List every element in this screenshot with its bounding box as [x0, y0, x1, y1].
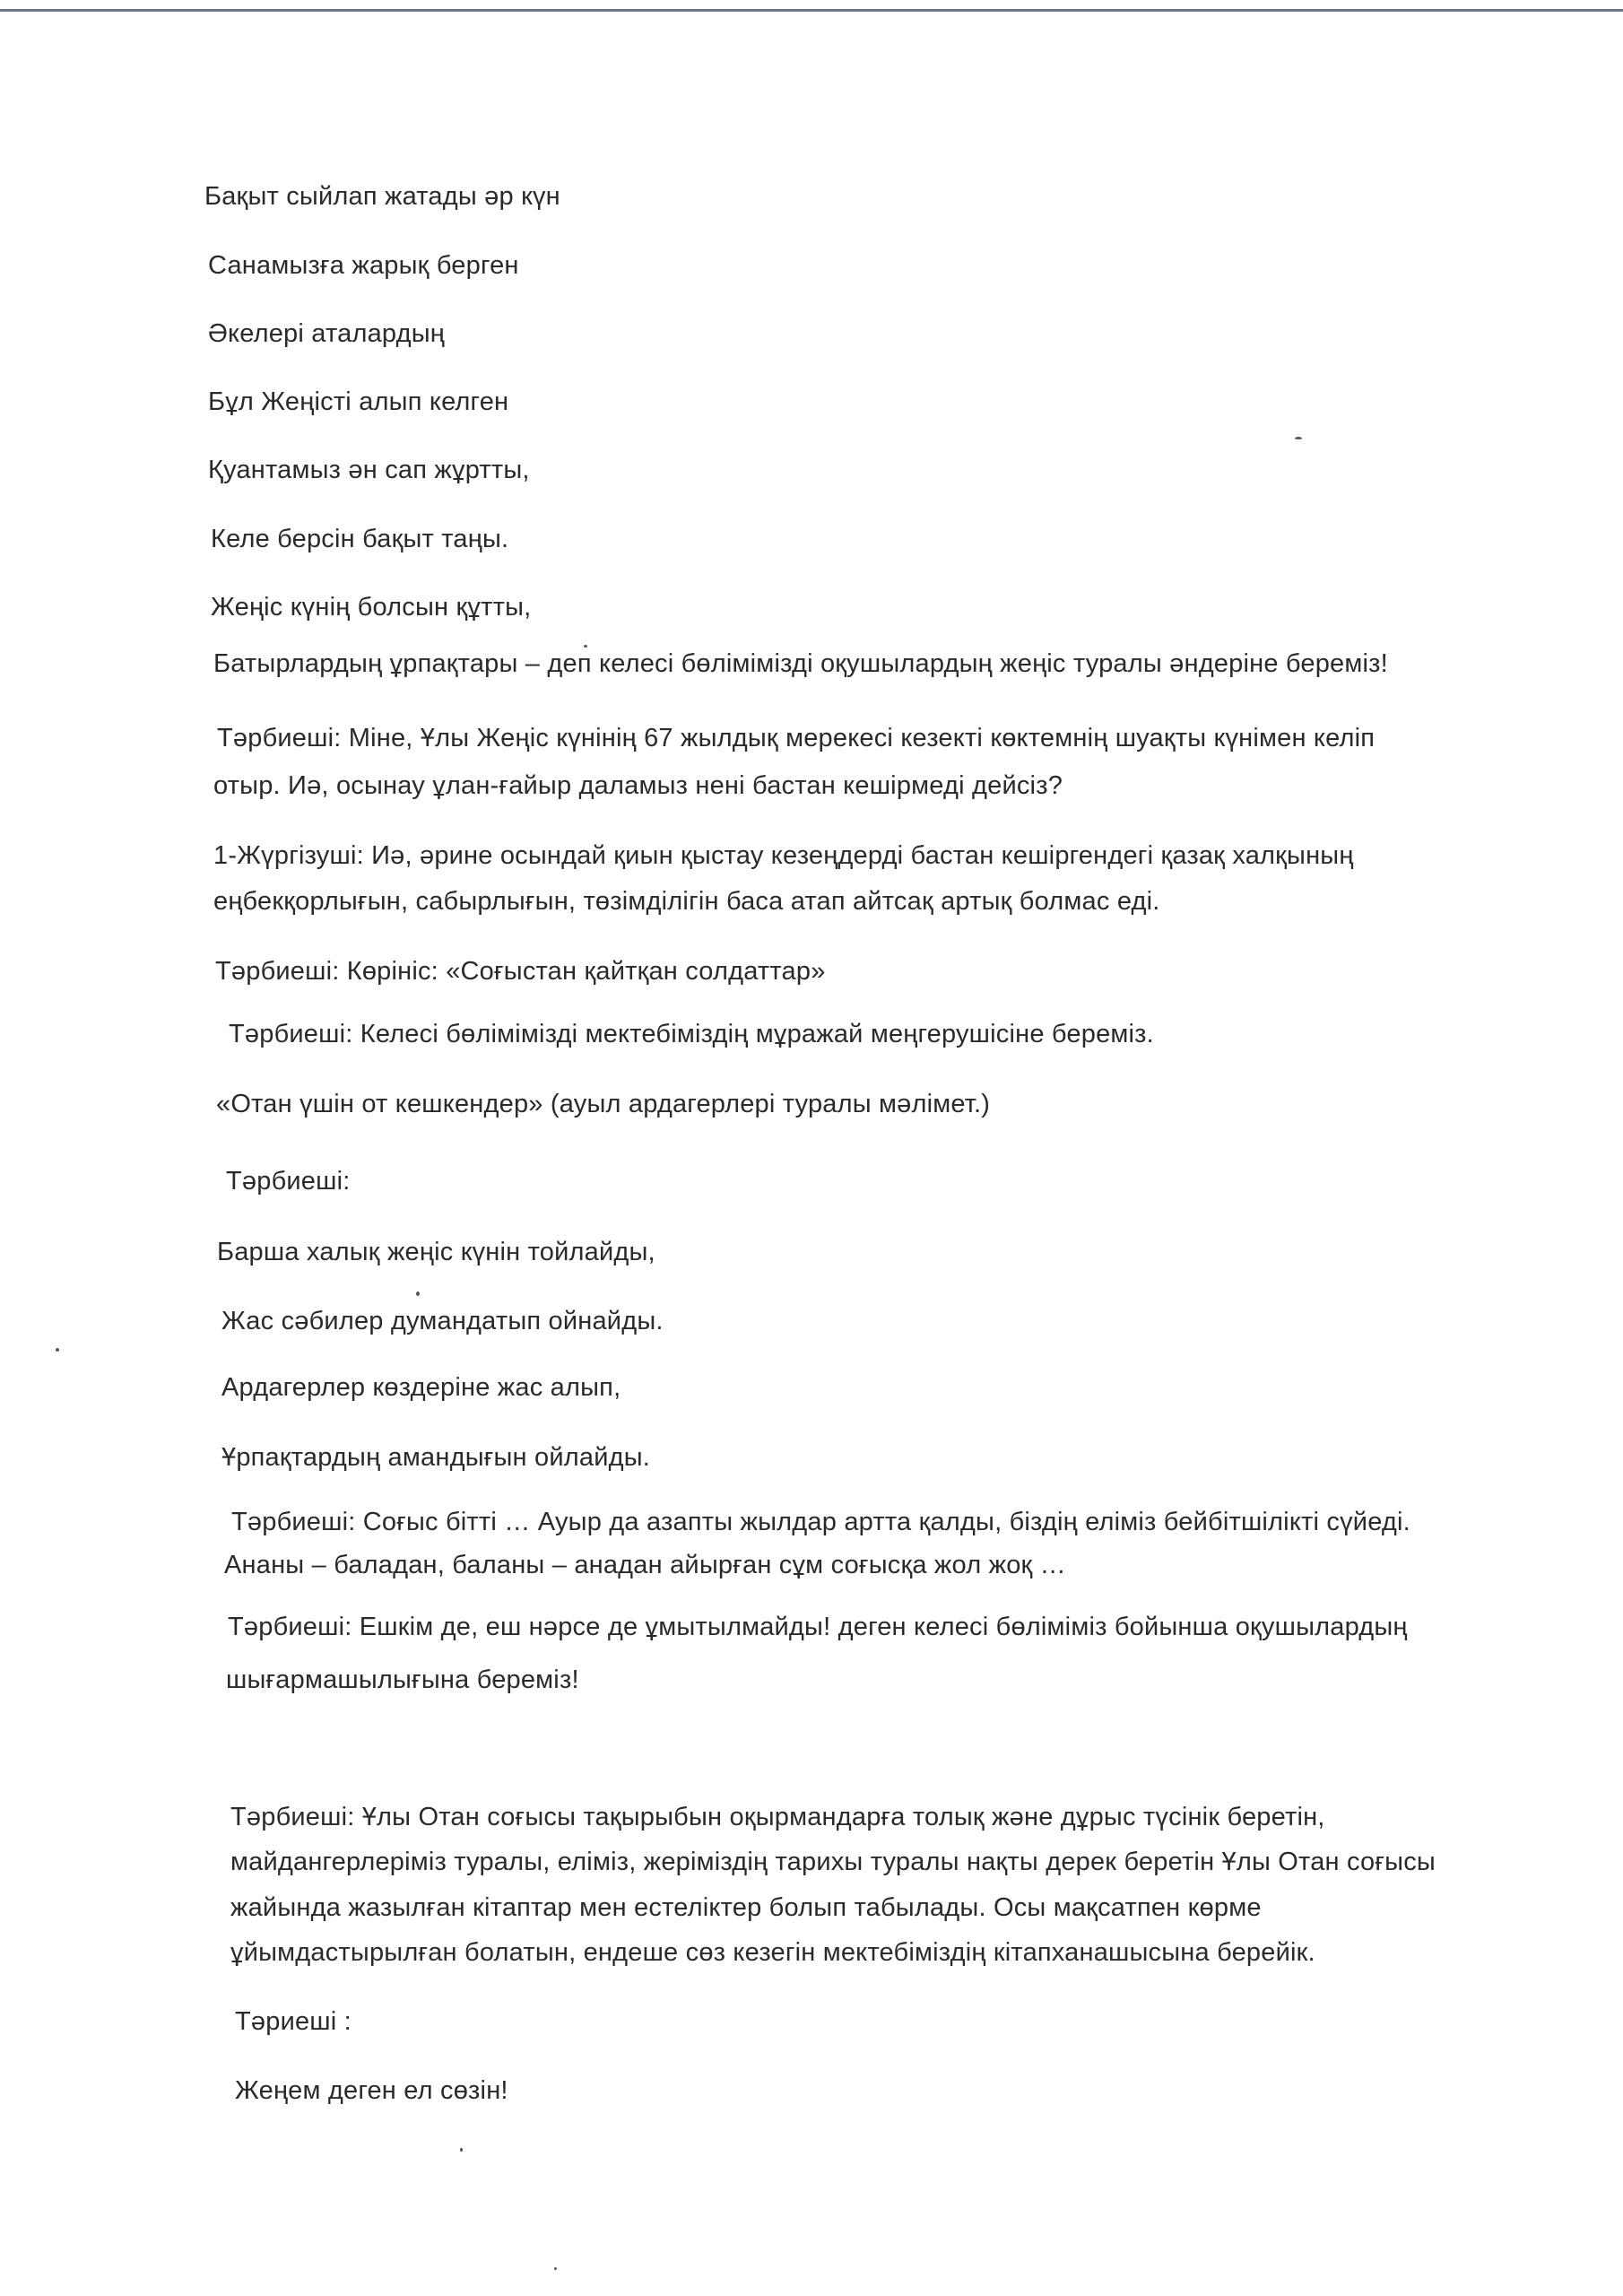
text-line: Тәриеші : — [235, 2007, 352, 2036]
text-line: Тәрбиеші: Ешкім де, еш нәрсе де ұмытылмайды! деген келесі бөліміміз бойынша оқушылардың — [228, 1613, 1408, 1641]
text-line: жайында жазылған кітаптар мен естеліктер болып табылады. Осы мақсатпен көрме — [230, 1893, 1262, 1922]
text-line: Тәрбиеші: Көрініс: «Соғыстан қайтқан солдаттар» — [215, 957, 826, 986]
text-line: Ананы – баладан, баланы – анадан айырған сұм соғысқа жол жоқ … — [224, 1551, 1066, 1579]
scan-speck — [1295, 437, 1302, 439]
text-line: Батырлардың ұрпақтары – деп келесі бөлімімізді оқушылардың жеңіс туралы әндеріне береміз! — [213, 649, 1388, 678]
text-line: Ардагерлер көздеріне жас алып, — [221, 1373, 621, 1402]
text-line: Қуантамыз ән сап жұртты, — [208, 456, 530, 484]
text-line: Жас сәбилер думандатып ойнайды. — [221, 1307, 664, 1335]
scan-speck — [584, 645, 587, 648]
text-line: шығармашылығына береміз! — [226, 1665, 579, 1694]
text-line: «Отан үшін от кешкендер» (ауыл ардагерлері туралы мәлімет.) — [216, 1090, 991, 1118]
scan-speck — [554, 2267, 557, 2270]
text-line: Тәрбиеші: — [226, 1167, 351, 1196]
text-line: майдангерлеріміз туралы, еліміз, жеріміздің тарихы туралы нақты дерек беретін Ұлы Отан соғысы — [230, 1848, 1436, 1876]
text-line: Жеңем деген ел сөзін! — [235, 2076, 508, 2105]
text-line: отыр. Иә, осынау ұлан-ғайыр даламыз нені бастан кешірмеді дейсіз? — [213, 771, 1063, 800]
text-line: Санамызға жарық берген — [208, 251, 519, 280]
scan-speck — [416, 1292, 420, 1296]
page-top-border — [0, 9, 1623, 12]
text-line: Барша халық жеңіс күнін тойлайды, — [217, 1238, 655, 1266]
text-line: еңбекқорлығын, сабырлығын, төзімділігін баса атап айтсақ артық болмас еді. — [213, 887, 1160, 916]
text-line: Бақыт сыйлап жатады әр күн — [204, 182, 560, 211]
text-line: Тәрбиеші: Келесі бөлімімізді мектебіміздің мұражай меңгерушісіне береміз. — [229, 1020, 1154, 1048]
text-line: Тәрбиеші: Соғыс бітті … Ауыр да азапты жылдар артта қалды, біздің еліміз бейбітшілікті сүйеді. — [231, 1508, 1410, 1536]
text-line: Тәрбиеші: Міне, Ұлы Жеңіс күнінің 67 жылдық мерекесі кезекті көктемнің шуақты күнімен келіп — [217, 724, 1376, 752]
text-line: Тәрбиеші: Ұлы Отан соғысы тақырыбын оқырмандарға толық және дұрыс түсінік беретін, — [230, 1803, 1325, 1831]
text-line: Келе берсін бақыт таңы. — [211, 525, 509, 553]
text-line: Әкелері аталардың — [208, 319, 445, 348]
text-line: Бұл Жеңісті алып келген — [208, 387, 509, 416]
scan-speck — [56, 1348, 59, 1352]
scan-speck — [460, 2148, 463, 2152]
text-line: ұйымдастырылған болатын, ендеше сөз кезегін мектебіміздің кітапханашысына берейік. — [230, 1938, 1315, 1967]
text-line: Жеңіс күнің болсын құтты, — [211, 593, 532, 622]
text-line: 1-Жүргізуші: Иә, әрине осындай қиын қыстау кезеңдерді бастан кешіргендегі қазақ халқының — [213, 841, 1354, 870]
text-line: Ұрпақтардың амандығын ойлайды. — [221, 1443, 651, 1472]
